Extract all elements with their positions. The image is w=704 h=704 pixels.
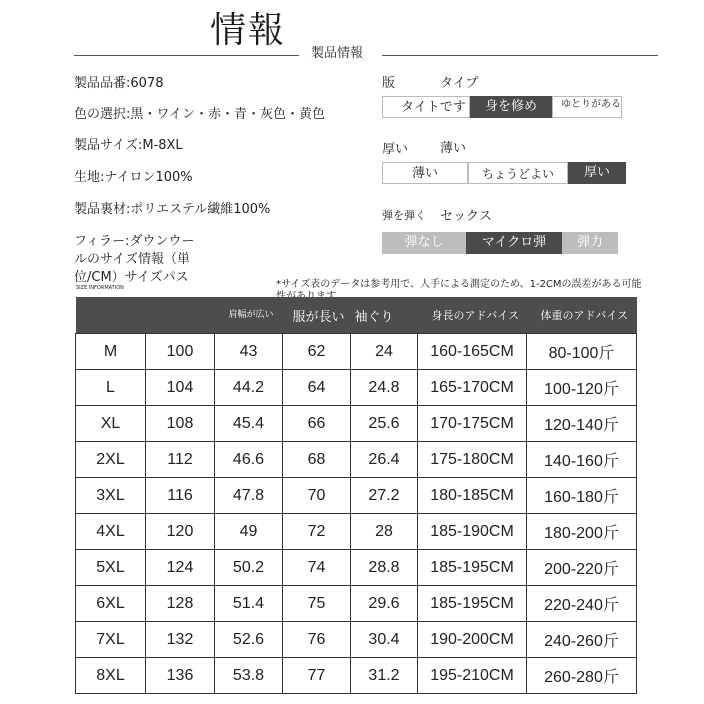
cell-chest: 136 [146,658,215,694]
cell-shoulder: 46.6 [215,442,283,478]
cell-sleeve: 24 [351,334,418,370]
table-row [76,478,637,514]
size-information-label: SIZE INFORMATION [76,285,124,291]
elasticity-label: 弾を弾く [382,209,426,222]
cell-size: 4XL [76,514,146,550]
info-sizes: 製品サイズ:M-8XL [74,138,183,153]
info-filler-line1: フィラー:ダウンウー [74,234,195,249]
cell-height: 195-210CM [418,658,527,694]
header-rule-right [382,55,658,56]
cell-shoulder: 47.8 [215,478,283,514]
header-height: 身長のアドバイス [418,297,527,334]
cell-height: 170-175CM [418,406,527,442]
cell-weight: 220-240斤 [527,586,637,622]
cell-shoulder: 49 [215,514,283,550]
cell-sleeve: 30.4 [351,622,418,658]
header-rule-left [74,55,299,56]
fit-type-label: タイプ [440,76,479,91]
cell-height: 185-195CM [418,550,527,586]
header-sleeve: 袖ぐり [351,297,418,334]
table-row [76,334,637,370]
cell-length: 77 [283,658,351,694]
cell-sleeve: 31.2 [351,658,418,694]
fit-scale [382,96,622,118]
cell-chest: 108 [146,406,215,442]
header-size [76,297,146,334]
cell-chest: 128 [146,586,215,622]
cell-length: 75 [283,586,351,622]
cell-weight: 120-140斤 [527,406,637,442]
elasticity-option-elastic: 弾力 [562,232,618,254]
elasticity-sex-label: セックス [440,209,492,224]
cell-chest: 124 [146,550,215,586]
cell-length: 68 [283,442,351,478]
cell-chest: 112 [146,442,215,478]
table-row [76,406,637,442]
cell-height: 185-190CM [418,514,527,550]
header-length: 服が長い [283,297,351,334]
cell-length: 66 [283,406,351,442]
cell-length: 62 [283,334,351,370]
cell-shoulder: 53.8 [215,658,283,694]
cell-size: 3XL [76,478,146,514]
section-subtitle: 製品情報 [311,46,364,61]
table-row [76,514,637,550]
cell-shoulder: 52.6 [215,622,283,658]
header-weight: 体重のアドバイス [527,297,637,334]
cell-sleeve: 28 [351,514,418,550]
fit-label: 版 [382,76,396,91]
cell-height: 165-170CM [418,370,527,406]
cell-weight: 140-160斤 [527,442,637,478]
cell-length: 70 [283,478,351,514]
cell-height: 160-165CM [418,334,527,370]
elasticity-option-micro: マイクロ弾 [466,232,562,254]
cell-shoulder: 44.2 [215,370,283,406]
thickness-thin-label: 薄い [440,141,467,156]
cell-size: 5XL [76,550,146,586]
cell-height: 180-185CM [418,478,527,514]
fit-option-tight: タイトです [382,96,470,118]
cell-sleeve: 29.6 [351,586,418,622]
cell-sleeve: 26.4 [351,442,418,478]
table-row [76,658,637,694]
header-shoulder: 肩幅が広い [215,297,283,334]
page-title: 情報 [210,10,287,51]
cell-length: 64 [283,370,351,406]
cell-weight: 240-260斤 [527,622,637,658]
cell-length: 72 [283,514,351,550]
table-row [76,442,637,478]
info-product-number: 製品品番:6078 [74,76,164,91]
cell-shoulder: 51.4 [215,586,283,622]
cell-size: M [76,334,146,370]
info-fabric: 生地:ナイロン100% [74,170,193,185]
cell-length: 76 [283,622,351,658]
info-colors: 色の選択:黒・ワイン・赤・青・灰色・黄色 [74,107,325,122]
measurement-note: *サイズ表のデータは参考用で、人手による測定のため、1-2CMの誤差がある可能 [276,279,642,290]
cell-size: L [76,370,146,406]
thickness-label: 厚い [382,142,409,157]
table-row [76,622,637,658]
cell-sleeve: 27.2 [351,478,418,514]
cell-chest: 120 [146,514,215,550]
elasticity-scale [382,232,618,254]
cell-shoulder: 43 [215,334,283,370]
cell-weight: 180-200斤 [527,514,637,550]
cell-weight: 200-220斤 [527,550,637,586]
cell-height: 175-180CM [418,442,527,478]
cell-height: 185-195CM [418,586,527,622]
cell-shoulder: 45.4 [215,406,283,442]
thickness-option-thin: 薄い [382,162,468,184]
cell-chest: 132 [146,622,215,658]
elasticity-option-none: 弾なし [382,232,466,254]
cell-weight: 80-100斤 [527,334,637,370]
table-row [76,370,637,406]
cell-chest: 104 [146,370,215,406]
cell-chest: 100 [146,334,215,370]
cell-size: 8XL [76,658,146,694]
cell-sleeve: 24.8 [351,370,418,406]
cell-weight: 260-280斤 [527,658,637,694]
cell-size: XL [76,406,146,442]
info-filler-line2: ルのサイズ情報（単 [74,252,190,267]
cell-height: 190-200CM [418,622,527,658]
fit-option-slim: 身を修め [470,96,552,118]
fit-option-loose: ゆとりがある [552,96,622,118]
cell-sleeve: 28.8 [351,550,418,586]
cell-weight: 100-120斤 [527,370,637,406]
table-row [76,550,637,586]
info-lining: 製品裏材:ポリエステル繊維100% [74,202,271,217]
cell-chest: 116 [146,478,215,514]
thickness-option-medium: ちょうどよい [468,162,568,184]
cell-weight: 160-180斤 [527,478,637,514]
cell-size: 2XL [76,442,146,478]
cell-size: 6XL [76,586,146,622]
info-filler-line3: 位/CM）サイズパス [74,270,189,285]
cell-size: 7XL [76,622,146,658]
cell-shoulder: 50.2 [215,550,283,586]
cell-sleeve: 25.6 [351,406,418,442]
thickness-scale [382,162,626,184]
thickness-option-thick: 厚い [568,162,626,184]
cell-length: 74 [283,550,351,586]
size-table [75,297,637,694]
table-row [76,586,637,622]
size-table-header [76,297,637,334]
header-chest [146,297,215,334]
